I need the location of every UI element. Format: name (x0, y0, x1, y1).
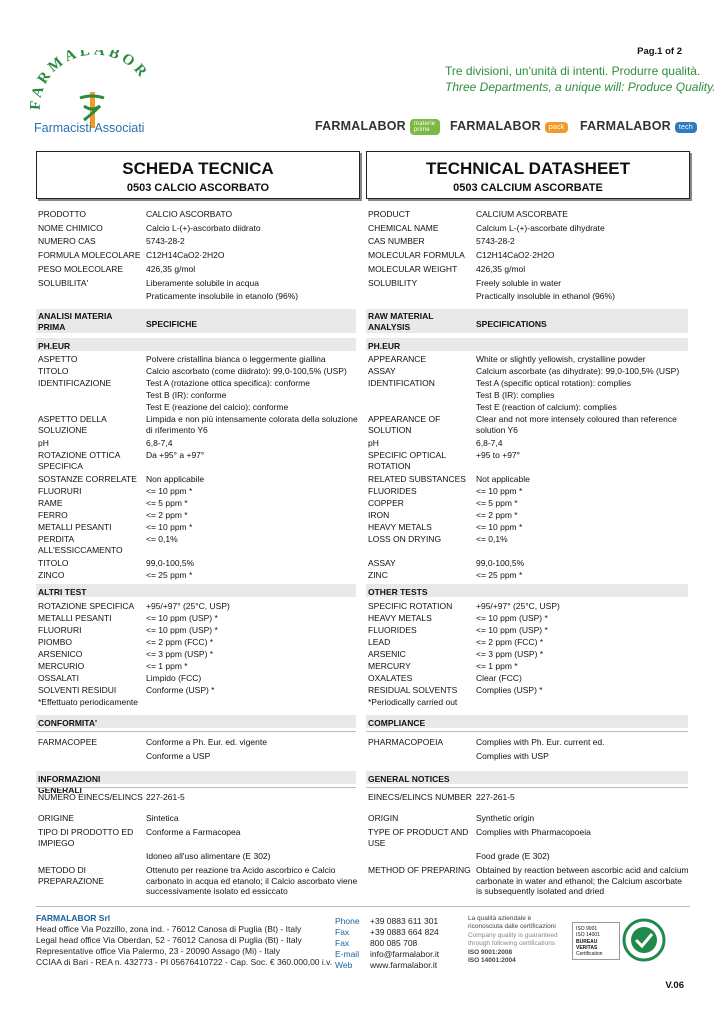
section-header (36, 771, 356, 795)
row-value: 227-261-5 (476, 792, 515, 802)
section-header (36, 715, 356, 728)
row-label: RAME (38, 498, 63, 508)
section-title: ALTRI TEST (38, 587, 87, 597)
bureau-veritas-seal (622, 918, 666, 965)
row-divider (366, 787, 688, 788)
row-value: 426,35 g/mol (146, 263, 196, 274)
row-value: <= 5 ppm * (476, 498, 518, 508)
row-label: ARSENIC (368, 649, 406, 659)
row-value: Sintetica (146, 813, 179, 823)
cert-line: La qualità aziendale è (468, 915, 532, 922)
row-label: CAS NUMBER (368, 236, 425, 247)
section-title: GENERAL NOTICES (368, 774, 450, 784)
row-value: Complies (USP) * (476, 685, 543, 695)
row-value: Freely soluble in water (476, 277, 562, 288)
right-title: TECHNICAL DATASHEET (426, 159, 630, 178)
row-value: Synthetic origin (476, 813, 535, 823)
row-value: Food grade (E 302) (476, 851, 550, 861)
row-value: Limpida e non più intensamente colorata della soluzione di riferimento Y6 (146, 414, 358, 435)
row-label: SOLUBILITA' (38, 277, 89, 288)
row-label: *Effettuato periodicamente (38, 697, 139, 707)
section-header (36, 338, 356, 351)
row-label: MOLECULAR FORMULA (368, 250, 465, 261)
row-label: PHARMACOPOEIA (368, 737, 444, 747)
row-label: FLUORIDES (368, 486, 417, 496)
row-value: Ottenuto per reazione tra Acido ascorbico e Calcio carbonato in acqua ed etanolo; il Calcio ascorbato viene successivamente isolato ed essiccato (146, 865, 358, 897)
row-label: METODO DI PREPARAZIONE (38, 865, 104, 886)
row-value: CALCIO ASCORBATO (146, 209, 233, 219)
brand-name: FARMALABOR (315, 119, 406, 134)
row-value: <= 10 ppm (USP) * (476, 613, 548, 623)
svg-text:FARMALABOR (28, 50, 152, 110)
row-label: SOLVENTI RESIDUI (38, 685, 117, 695)
row-label: CHEMICAL NAME (368, 222, 439, 233)
row-value: <= 10 ppm (USP) * (476, 625, 548, 635)
cert-line: Company quality is guaranteed (468, 931, 558, 939)
badge-line: BUREAU VERITAS (576, 938, 598, 951)
row-value: C12H14CaO2·2H2O (146, 250, 225, 261)
row-value: 6,8-7,4 (476, 438, 503, 448)
contact-label: Fax (335, 937, 350, 948)
brand-tech (580, 116, 697, 138)
row-value: Obtained by reaction between ascorbic acid and calcium carbonate in water and ethanol; the Calcium ascorbate is subsequently isolated and dried (476, 865, 689, 897)
row-label: EINECS/ELINCS NUMBER (368, 792, 472, 802)
section-subtitle: SPECIFICHE (146, 319, 198, 329)
row-label: MERCURY (368, 661, 411, 671)
cert-line: ISO 9001:2008 (468, 948, 513, 956)
row-value: <= 3 ppm (USP) * (146, 649, 214, 659)
left-header-box (36, 151, 360, 199)
row-value: Calcium L-(+)-ascorbate dihydrate (476, 222, 605, 233)
row-label: pH (368, 438, 379, 448)
right-header-box (366, 151, 690, 199)
row-label: ZINCO (38, 570, 65, 580)
row-label: PRODUCT (368, 209, 411, 219)
row-value: <= 10 ppm * (476, 486, 523, 496)
cert-line: through following certifications (468, 940, 556, 948)
version-label: V.06 (665, 980, 684, 991)
row-label: *Periodically carried out (368, 697, 458, 707)
row-label: APPEARANCE OF SOLUTION (368, 414, 441, 435)
row-label: ORIGIN (368, 813, 399, 823)
row-value: <= 2 ppm * (146, 510, 188, 520)
badge-line: ISO 14001 (576, 932, 600, 939)
row-value: 99,0-100,5% (476, 558, 525, 568)
logo-arc-text: FARMALABOR (28, 50, 152, 111)
page-number: Pag.1 of 2 (637, 46, 682, 57)
section-title: OTHER TESTS (368, 587, 428, 597)
row-value: Practically insoluble in ethanol (96%) (476, 291, 615, 302)
row-value: <= 10 ppm * (146, 486, 193, 496)
section-header (36, 584, 356, 597)
row-label: MERCURIO (38, 661, 85, 671)
row-divider (36, 787, 356, 788)
row-value: 227-261-5 (146, 792, 185, 802)
footer-line: Head office Via Pozzillo, zona ind. - 76012 Canosa di Puglia (Bt) - Italy (36, 923, 302, 934)
row-value: Clear (FCC) (476, 673, 522, 683)
contact-label: Web (335, 959, 353, 970)
bureau-veritas-badge (572, 922, 620, 960)
section-subtitle: SPECIFICATIONS (476, 319, 547, 329)
row-label: SPECIFIC ROTATION (368, 601, 453, 611)
row-label: METHOD OF PREPARING (368, 865, 471, 875)
row-label: pH (38, 438, 49, 448)
row-value: Test B (IR): complies (476, 390, 555, 400)
tagline-italian: Tre divisioni, un'unità di intenti. Produrre qualità. (445, 64, 701, 78)
row-label: HEAVY METALS (368, 613, 432, 623)
row-label: ORIGINE (38, 813, 74, 823)
row-value: <= 10 ppm (USP) * (146, 625, 218, 635)
row-value: <= 10 ppm (USP) * (146, 613, 218, 623)
section-header (366, 338, 688, 351)
row-value: +95/+97° (25°C, USP) (476, 601, 560, 611)
row-value: Polvere cristallina bianca o leggermente giallina (146, 354, 326, 364)
section-title: COMPLIANCE (368, 718, 426, 728)
row-label: LEAD (368, 637, 391, 647)
contact-label: Phone (335, 916, 360, 926)
row-label: FORMULA MOLECOLARE (38, 250, 141, 261)
row-value: Test E (reazione del calcio): conforme (146, 402, 289, 412)
row-label: SOLUBILITY (368, 277, 418, 288)
row-label: SPECIFIC OPTICAL ROTATION (368, 450, 446, 471)
row-label: PERDITA ALL'ESSICCAMENTO (38, 534, 123, 555)
row-value: <= 0,1% (146, 534, 178, 544)
left-subtitle: 0503 CALCIO ASCORBATO (126, 182, 270, 195)
row-label: TITOLO (38, 366, 69, 376)
cert-line: ISO 14001:2004 (468, 957, 516, 965)
row-value: 426,35 g/mol (476, 263, 526, 274)
footer-line: Legal head office Via Oberdan, 52 - 76012 Canosa di Puglia (Bt) - Italy (36, 934, 302, 945)
section-title: INFORMAZIONI GENERALI (38, 774, 101, 795)
row-label: ROTAZIONE SPECIFICA (38, 601, 135, 611)
badge-line: Certification (576, 951, 603, 957)
row-value: Not applicable (476, 474, 530, 484)
section-header (36, 309, 356, 333)
row-value: <= 5 ppm * (146, 498, 188, 508)
row-value: Conforme a Ph. Eur. ed. vigente (146, 737, 267, 747)
row-label: FARMACOPEE (38, 737, 98, 747)
row-value: <= 2 ppm (FCC) * (146, 637, 214, 647)
row-label: IDENTIFICATION (368, 378, 435, 388)
section-header (366, 771, 688, 784)
row-value: <= 0,1% (476, 534, 508, 544)
row-value: Complies with Ph. Eur. current ed. (476, 737, 605, 747)
row-value: 99,0-100,5% (146, 558, 195, 568)
brand-materie-prime (315, 116, 440, 138)
row-label: PRODOTTO (38, 209, 87, 219)
row-label: ASSAY (368, 558, 396, 568)
row-value: C12H14CaO2·2H2O (476, 250, 555, 261)
row-value: Calcium ascorbate (as dihydrate): 99,0-100,5% (USP) (476, 366, 680, 376)
section-title: ANALISI MATERIA PRIMA (38, 311, 113, 332)
row-value: <= 1 ppm * (476, 661, 518, 671)
badge-line: ISO 9001 (576, 926, 598, 932)
row-value: <= 2 ppm (FCC) * (476, 637, 544, 647)
row-label: IDENTIFICAZIONE (38, 378, 112, 388)
row-value: 5743-28-2 (476, 236, 515, 247)
left-title: SCHEDA TECNICA (122, 159, 274, 178)
row-value: +95 to +97° (476, 450, 521, 460)
section-header (366, 309, 688, 333)
row-label: METALLI PESANTI (38, 522, 112, 532)
row-divider (36, 731, 356, 732)
row-value: White or slightly yellowish, crystalline powder (476, 354, 646, 364)
row-value: Praticamente insolubile in etanolo (96%) (146, 291, 299, 302)
row-label: NUMERO CAS (38, 236, 96, 247)
contact-fax: 800 085 708 (370, 937, 418, 948)
row-label: FERRO (38, 510, 68, 520)
row-value: Calcio L-(+)-ascorbato diidrato (146, 222, 261, 233)
row-value: Test E (reaction of calcium): complies (476, 402, 617, 412)
row-value: Calcio ascorbato (come diidrato): 99,0-100,5% (USP) (146, 366, 347, 376)
row-value: Liberamente solubile in acqua (146, 277, 259, 288)
brand-pack (450, 116, 568, 138)
row-label: IRON (368, 510, 390, 520)
certification-seal-icon (622, 918, 666, 962)
row-label: RESIDUAL SOLVENTS (368, 685, 458, 695)
row-value: Da +95° a +97° (146, 450, 205, 460)
row-value: <= 10 ppm * (146, 522, 193, 532)
section-header (366, 715, 688, 728)
row-label: OXALATES (368, 673, 413, 683)
logo-subtitle: Farmacisti Associati (34, 121, 145, 135)
row-value: Complies with USP (476, 750, 549, 761)
row-value: Non applicabile (146, 474, 205, 484)
brand-name: FARMALABOR (450, 119, 541, 134)
row-label: ZINC (368, 570, 388, 580)
row-value: <= 10 ppm * (476, 522, 523, 532)
contact-label: Fax (335, 926, 350, 937)
row-label: APPEARANCE (368, 354, 427, 364)
row-value: <= 2 ppm * (476, 510, 518, 520)
right-subtitle: 0503 CALCIUM ASCORBATE (453, 182, 603, 195)
row-value: CALCIUM ASCORBATE (476, 209, 568, 219)
row-value: Clear and not more intensely coloured than reference solution Y6 (476, 414, 677, 435)
row-value: 5743-28-2 (146, 236, 185, 247)
contact-email[interactable]: info@farmalabor.it (370, 948, 440, 959)
row-label: SOSTANZE CORRELATE (38, 474, 137, 484)
row-label: FLUORIDES (368, 625, 417, 635)
footer-certifications (468, 915, 558, 966)
section-header (366, 584, 688, 597)
footer-contact-values (370, 916, 439, 970)
footer-contact-labels (335, 916, 360, 970)
row-label: COPPER (368, 498, 404, 508)
row-value: Conforme (USP) * (146, 685, 215, 695)
row-label: RELATED SUBSTANCES (368, 474, 466, 484)
row-divider (366, 731, 688, 732)
brand-chip: pack (545, 122, 569, 133)
tagline-english: Three Departments, a unique will: Produce Quality. (445, 80, 716, 94)
row-value: <= 1 ppm * (146, 661, 188, 671)
brand-chip: tech (675, 122, 697, 133)
row-value: Test A (specific optical rotation): complies (476, 378, 631, 388)
brand-name: FARMALABOR (580, 119, 671, 134)
footer-company: FARMALABOR Srl (36, 913, 111, 923)
row-value: Limpido (FCC) (146, 673, 202, 683)
section-title: PH.EUR (368, 341, 401, 351)
row-label: FLUORURI (38, 486, 82, 496)
contact-web[interactable]: www.farmalabor.it (370, 959, 438, 970)
section-title: CONFORMITA' (38, 718, 97, 728)
row-label: TITOLO (38, 558, 69, 568)
row-label: NOME CHIMICO (38, 222, 103, 233)
cert-line: riconosciuta dalle certificazioni (468, 923, 556, 931)
footer-address (36, 913, 332, 967)
footer-divider (36, 906, 690, 907)
row-label: HEAVY METALS (368, 522, 432, 532)
row-label: MOLECULAR WEIGHT (368, 263, 458, 274)
row-value: +95/+97° (25°C, USP) (146, 601, 230, 611)
row-label: PESO MOLECOLARE (38, 263, 124, 274)
row-label: PIOMBO (38, 637, 73, 647)
row-value: <= 3 ppm (USP) * (476, 649, 544, 659)
footer-line: Representative office Via Palermo, 23 - 20090 Assago (Mi) - Italy (36, 945, 280, 956)
row-label: METALLI PESANTI (38, 613, 112, 623)
row-label: OSSALATI (38, 673, 79, 683)
row-value: Test A (rotazione ottica specifica): conforme (146, 378, 310, 388)
section-title: PH.EUR (38, 341, 71, 351)
row-label: ASPETTO DELLA SOLUZIONE (38, 414, 107, 435)
brand-chip: materie prime (410, 119, 440, 135)
row-label: FLUORURI (38, 625, 82, 635)
row-value: <= 25 ppm * (146, 570, 193, 580)
contact-fax: +39 0883 664 824 (370, 926, 439, 937)
row-label: ROTAZIONE OTTICA SPECIFICA (38, 450, 121, 471)
row-label: TIPO DI PRODOTTO ED IMPIEGO (38, 827, 134, 848)
row-label: ASPETTO (38, 354, 78, 364)
row-value: Conforme a USP (146, 750, 211, 761)
contact-label: E-mail (335, 948, 360, 959)
row-value: Test B (IR): conforme (146, 390, 227, 400)
row-label: LOSS ON DRYING (368, 534, 442, 544)
row-label: ASSAY (368, 366, 396, 376)
row-value: 6,8-7,4 (146, 438, 173, 448)
row-label: TYPE OF PRODUCT AND USE (368, 827, 469, 848)
row-value: <= 25 ppm * (476, 570, 523, 580)
row-label: ARSENICO (38, 649, 83, 659)
contact-phone: +39 0883 611 301 (370, 916, 439, 926)
row-value: Complies with Pharmacopoeia (476, 827, 591, 837)
row-label: NUMERO EINECS/ELINCS (38, 792, 143, 802)
row-value: Conforme a Farmacopea (146, 827, 241, 837)
footer-line: CCIAA di Bari - REA n. 432773 - PI 05676410722 - Cap. Soc. € 360.000,00 i.v. (36, 956, 333, 967)
row-value: Idoneo all'uso alimentare (E 302) (146, 851, 271, 861)
section-title: RAW MATERIAL ANALYSIS (368, 311, 434, 332)
farmalabor-logo (28, 50, 158, 140)
